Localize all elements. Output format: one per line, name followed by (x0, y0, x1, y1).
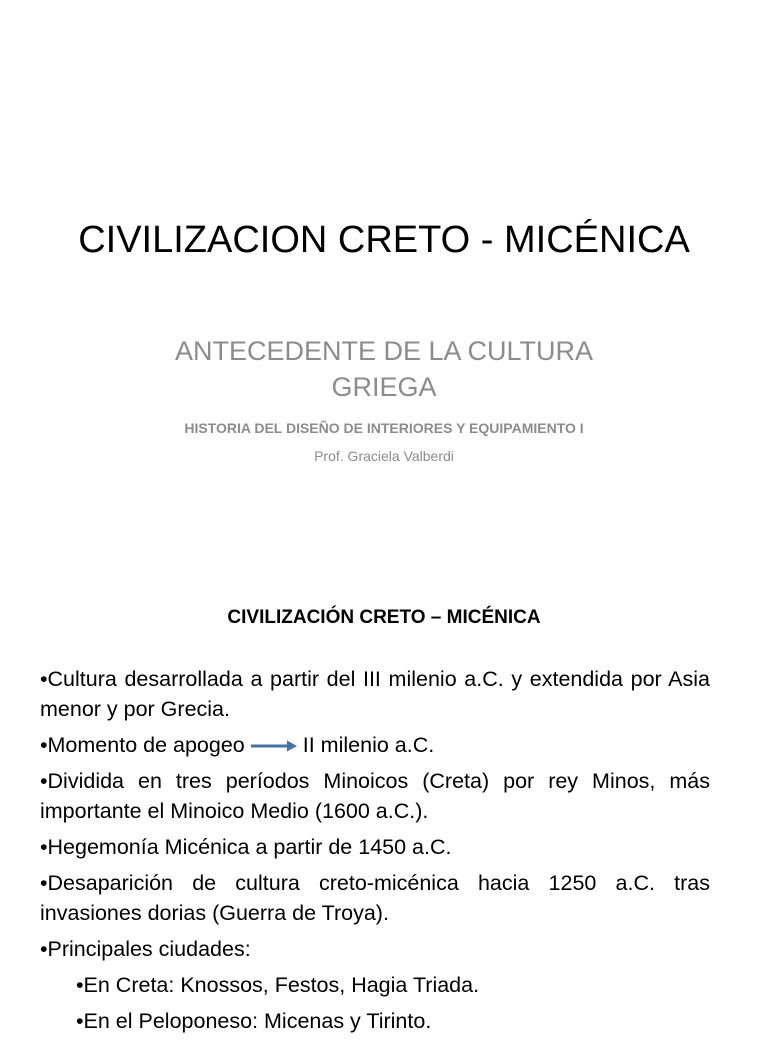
bullet-item: •Principales ciudades: (40, 937, 251, 961)
arrow-head (287, 741, 297, 752)
bullet-text-before-arrow: •Momento de apogeo (40, 733, 245, 757)
right-arrow-icon (251, 739, 297, 753)
arrow-shaft (251, 745, 288, 748)
subtitle-line-2: GRIEGA (331, 372, 437, 402)
main-title: CIVILIZACION CRETO - MICÉNICA (78, 219, 690, 261)
bullet-item: •Hegemonía Micénica a partir de 1450 a.C. (40, 835, 452, 859)
course-name: HISTORIA DEL DISEÑO DE INTERIORES Y EQUIPAMIENTO I (184, 420, 584, 436)
content-slide-title: CIVILIZACIÓN CRETO – MICÉNICA (227, 607, 541, 628)
subtitle-line-1: ANTECEDENTE DE LA CULTURA (174, 336, 594, 366)
bullet-item: •Desaparición de cultura creto-micénica hacia 1250 a.C. tras invasiones dorias (Guerra de Troya). (40, 871, 710, 925)
bullet-item (40, 730, 710, 760)
subtitle (0, 333, 768, 405)
bullet-item: •Cultura desarrollada a partir del III milenio a.C. y extendida por Asia menor y por Grecia. (40, 667, 710, 721)
sub-bullet-item: •En el Peloponeso: Micenas y Tirinto. (76, 1009, 432, 1033)
content-slide (0, 576, 768, 1033)
bullet-list (40, 664, 710, 1042)
bullet-text-after-arrow: II milenio a.C. (302, 733, 435, 757)
bullet-item: •Dividida en tres períodos Minoicos (Creta) por rey Minos, más importante el Minoico Medio (1600 a.C.). (40, 769, 710, 823)
sub-bullet-item: •En Creta: Knossos, Festos, Hagia Triada. (76, 973, 480, 997)
professor-name: Prof. Graciela Valberdi (314, 448, 454, 464)
